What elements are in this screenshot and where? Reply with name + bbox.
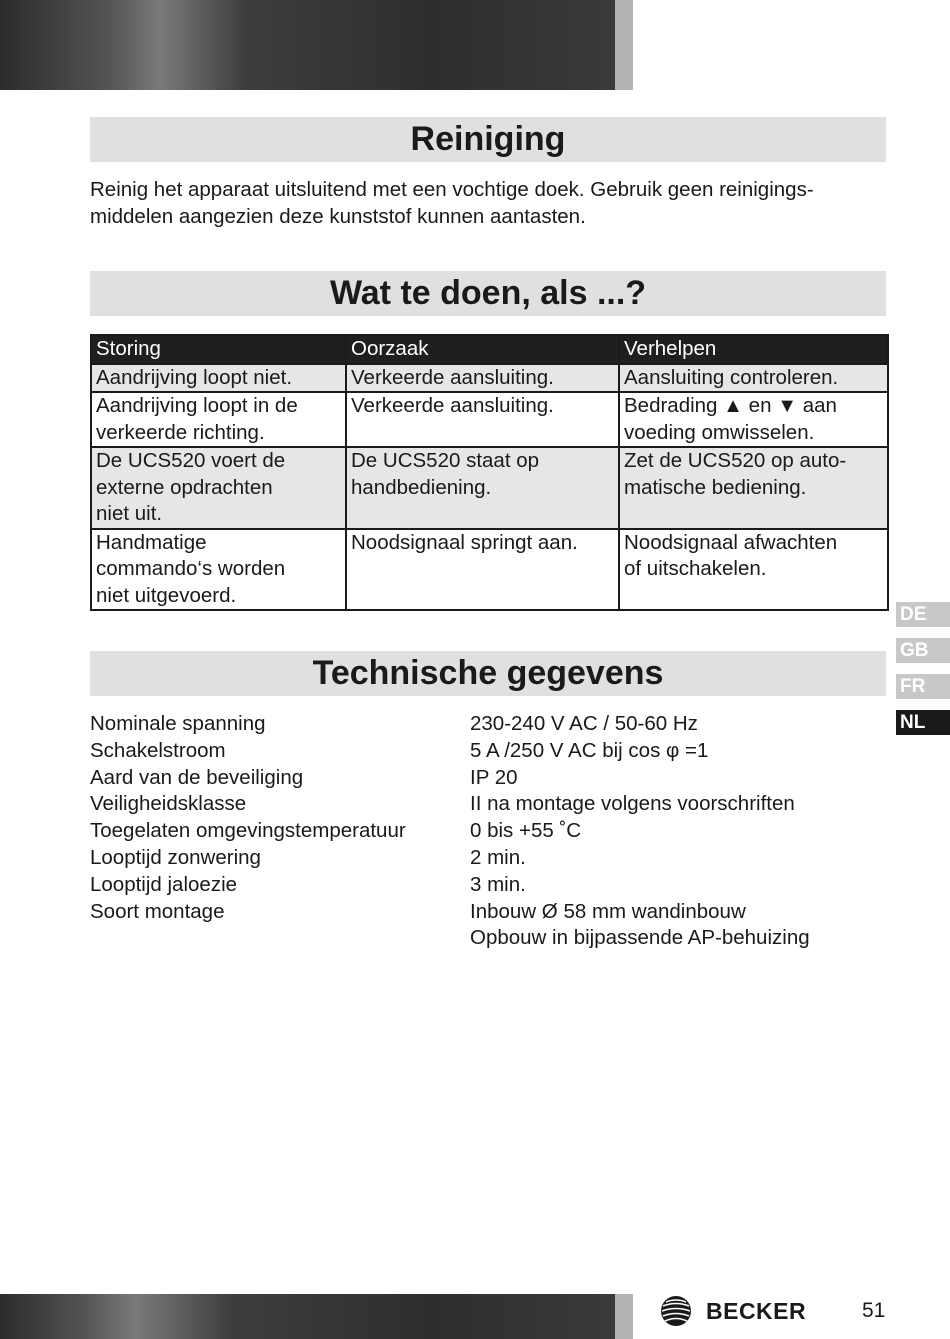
becker-logo-icon [660,1295,692,1327]
language-tabs [896,602,950,746]
spec-label [90,925,470,952]
specs-list [90,711,890,952]
spec-label: Veiligheidsklasse [90,792,247,816]
table-row [91,447,888,529]
cleaning-text-line1: Reinig het apparaat uitsluitend met een vochtige doek. Gebruik geen reinigings- [90,178,814,201]
spec-row [90,899,890,926]
spec-label: Looptijd jaloezie [90,872,238,896]
fault-cell [91,529,346,611]
fault-line: externe opdrachten [96,475,273,499]
spec-label: Looptijd zonwering [90,845,261,869]
spec-value: Opbouw in bijpassende AP-behuizing [470,926,810,950]
spec-value: Inbouw Ø 58 mm wandinbouw [470,899,746,923]
header-verhelpen: Verhelpen [619,335,888,364]
heading-technical: Technische gegevens [90,651,886,696]
spec-row [90,845,890,872]
heading-troubleshooting: Wat te doen, als ...? [90,271,886,316]
table-row [91,392,888,447]
remedy-cell [619,392,888,447]
spec-value: 5 A /250 V AC bij cos φ =1 [470,738,709,762]
heading-cleaning: Reiniging [90,117,886,162]
fault-line: commando‘s worden [96,557,286,580]
remedy-line: of uitschakelen. [624,557,767,580]
lang-tab-fr[interactable]: FR [896,674,950,699]
spec-value: IP 20 [470,765,518,789]
fault-line: Aandrijving loopt in de [96,394,298,417]
spec-row [90,765,890,792]
spec-row [90,818,890,845]
spec-row [90,925,890,952]
header-oorzaak: Oorzaak [346,335,619,364]
remedy-text: aan [802,394,837,417]
cleaning-text-line2: middelen aangezien deze kunststof kunnen aantasten. [90,205,586,228]
cause-line: handbediening. [351,475,492,499]
table-row [91,529,888,611]
spec-row [90,711,890,738]
fault-line: verkeerde richting. [96,420,265,444]
troubleshooting-table [90,334,889,611]
fault-cell [91,392,346,447]
fault-line: niet uit. [96,502,163,525]
footer-bar-edge [615,1294,633,1339]
header-storing: Storing [91,335,346,364]
remedy-cell [619,447,888,529]
spec-value: 2 min. [470,845,526,869]
spec-label: Toegelaten omgevingstemperatuur [90,819,406,843]
cause-cell [346,447,619,529]
fault-cell [91,447,346,529]
fault-line: De UCS520 voert de [96,449,286,472]
cause-cell: Verkeerde aansluiting. [346,364,619,393]
cleaning-text [90,176,890,230]
spec-row [90,738,890,765]
spec-label: Aard van de beveiliging [90,765,304,789]
cause-cell: Verkeerde aansluiting. [346,392,619,447]
cause-cell: Noodsignaal springt aan. [346,529,619,611]
remedy-line: Noodsignaal afwachten [624,530,838,554]
becker-logo [660,1293,806,1329]
header-bar-edge [615,0,633,90]
remedy-line: matische bediening. [624,475,807,499]
footer-bar [0,1294,615,1339]
remedy-text: Bedrading [624,394,718,417]
brand-name: BECKER [706,1297,807,1324]
page-number: 51 [862,1299,886,1322]
header-bar [0,0,615,90]
remedy-text: voeding omwisselen. [624,420,815,444]
triangle-down-icon: ▼ [777,395,797,417]
spec-value: 0 bis +55 ˚C [470,819,582,843]
fault-cell: Aandrijving loopt niet. [91,364,346,393]
spec-label: Schakelstroom [90,738,226,762]
spec-label: Nominale spanning [90,712,266,735]
cause-line: De UCS520 staat op [351,449,540,472]
remedy-cell [619,529,888,611]
spec-value: 3 min. [470,872,526,896]
lang-tab-gb[interactable]: GB [896,638,950,663]
table-row [91,364,888,393]
spec-value: 230-240 V AC / 50-60 Hz [470,712,698,735]
lang-tab-nl[interactable]: NL [896,710,950,735]
spec-row [90,872,890,899]
remedy-text: en [748,394,772,417]
spec-row [90,791,890,818]
fault-line: Handmatige [96,530,207,554]
table-header-row [91,335,888,364]
spec-label: Soort montage [90,899,225,923]
remedy-cell: Aansluiting controleren. [619,364,888,393]
remedy-line: Zet de UCS520 op auto- [624,449,847,472]
triangle-up-icon: ▲ [723,395,743,417]
spec-value: II na montage volgens voorschriften [470,792,795,816]
lang-tab-de[interactable]: DE [896,602,950,627]
fault-line: niet uitgevoerd. [96,583,237,607]
